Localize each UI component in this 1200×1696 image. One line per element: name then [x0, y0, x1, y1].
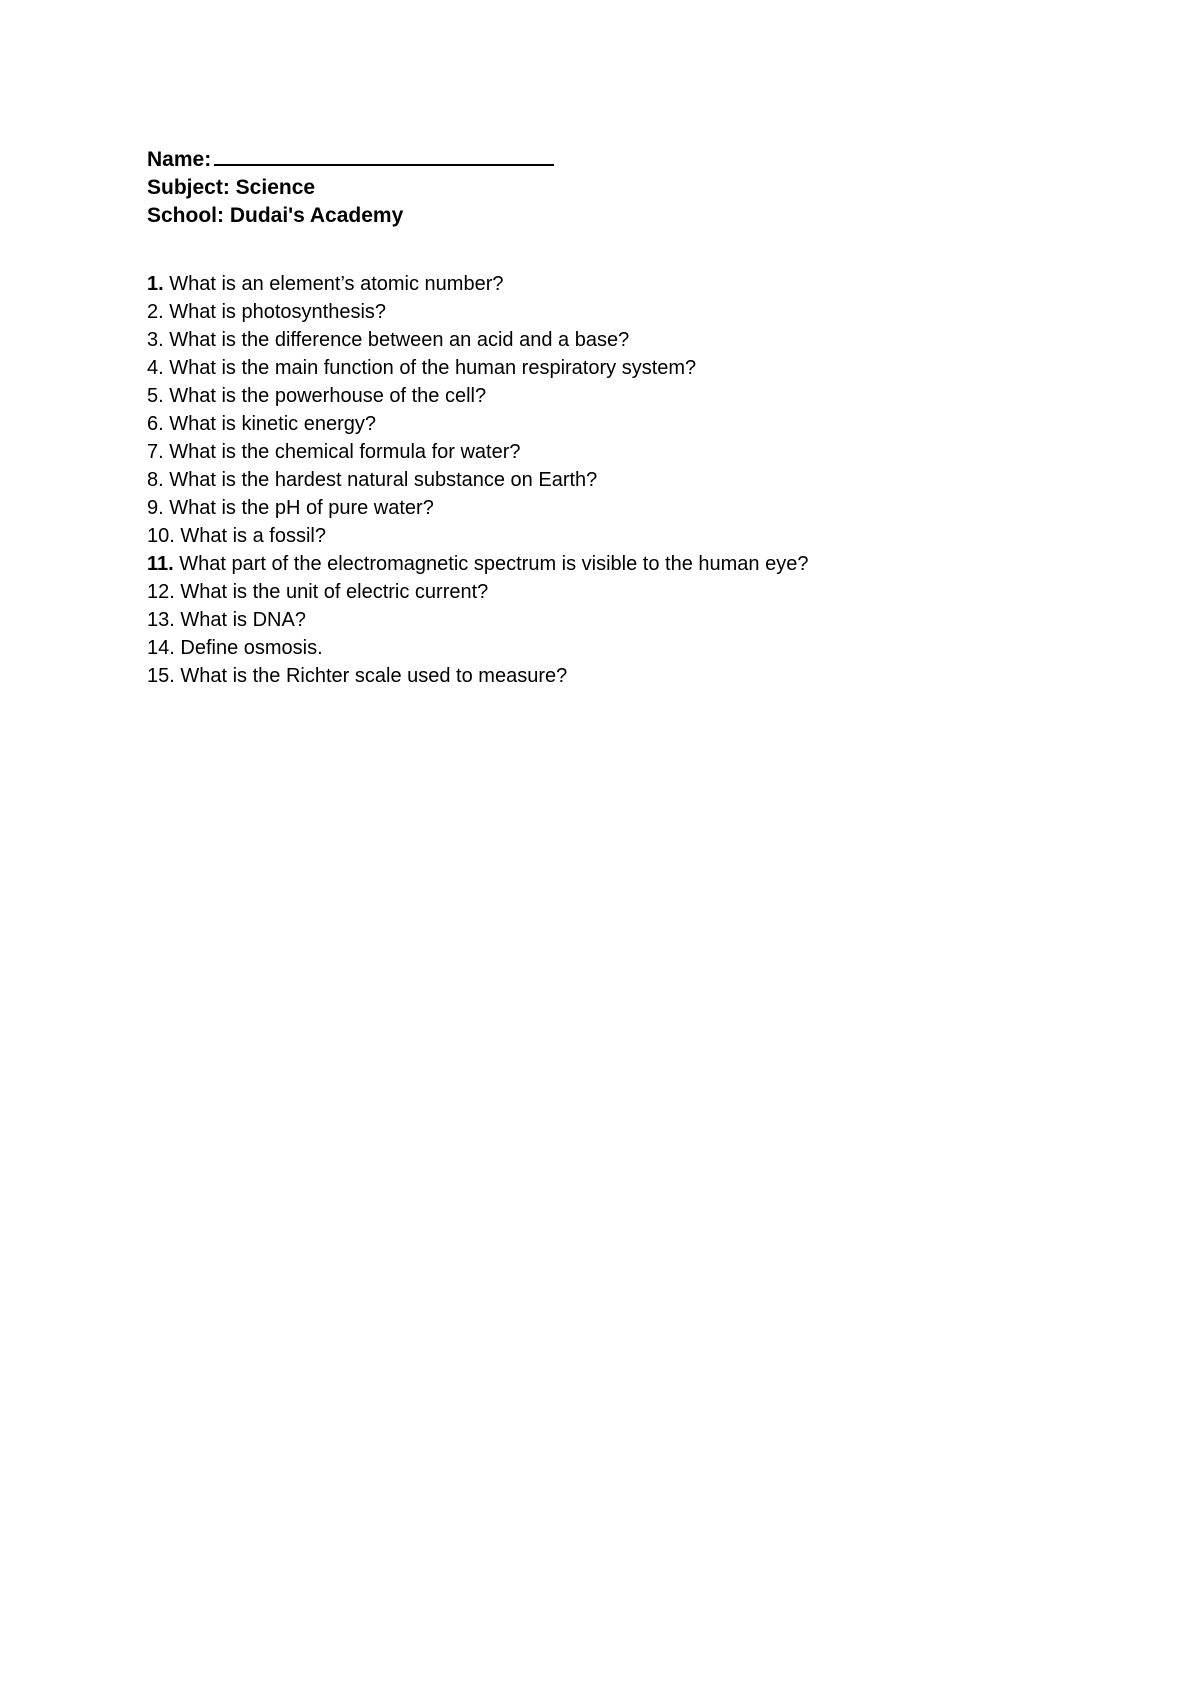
- question-item: [147, 662, 1107, 690]
- question-text: What is a fossil?: [180, 525, 326, 547]
- question-number: 6.: [147, 413, 164, 435]
- question-text: What part of the electromagnetic spectrum is visible to the human eye?: [179, 553, 809, 575]
- question-text: What is the hardest natural substance on Earth?: [169, 469, 598, 491]
- question-text: What is the chemical formula for water?: [169, 441, 521, 463]
- question-item: [147, 550, 1107, 578]
- name-label: Name:: [147, 148, 212, 171]
- question-list: [147, 270, 1107, 690]
- question-number: 7.: [147, 441, 164, 463]
- question-text: What is DNA?: [180, 609, 306, 631]
- question-item: [147, 578, 1107, 606]
- question-number: 3.: [147, 329, 164, 351]
- question-item: [147, 410, 1107, 438]
- question-item: [147, 382, 1107, 410]
- question-text: Define osmosis.: [180, 637, 323, 659]
- question-number: 14.: [147, 637, 175, 659]
- question-number: 15.: [147, 665, 175, 687]
- question-item: [147, 494, 1107, 522]
- question-text: What is the difference between an acid and a base?: [169, 329, 630, 351]
- question-number: 12.: [147, 581, 175, 603]
- question-text: What is the unit of electric current?: [180, 581, 489, 603]
- subject-line: Subject: Science: [147, 176, 316, 199]
- question-item: [147, 326, 1107, 354]
- question-number: 13.: [147, 609, 175, 631]
- question-item: [147, 270, 1107, 298]
- worksheet-content: [147, 146, 1107, 690]
- question-text: What is kinetic energy?: [169, 413, 377, 435]
- question-number: 4.: [147, 357, 164, 379]
- school-line: School: Dudai's Academy: [147, 204, 404, 227]
- question-text: What is photosynthesis?: [169, 301, 387, 323]
- question-number: 1.: [147, 273, 164, 295]
- question-number: 10.: [147, 525, 175, 547]
- question-text: What is the powerhouse of the cell?: [169, 385, 487, 407]
- question-text: What is the main function of the human respiratory system?: [169, 357, 697, 379]
- name-line: [147, 146, 1107, 174]
- question-text: What is an element’s atomic number?: [169, 273, 504, 295]
- question-number: 9.: [147, 497, 164, 519]
- question-number: 5.: [147, 385, 164, 407]
- question-text: What is the pH of pure water?: [169, 497, 434, 519]
- question-item: [147, 522, 1107, 550]
- question-item: [147, 354, 1107, 382]
- question-item: [147, 634, 1107, 662]
- question-item: [147, 438, 1107, 466]
- question-item: [147, 298, 1107, 326]
- question-number: 2.: [147, 301, 164, 323]
- question-number: 8.: [147, 469, 164, 491]
- name-blank: [214, 146, 554, 166]
- question-item: [147, 466, 1107, 494]
- question-item: [147, 606, 1107, 634]
- question-number: 11.: [147, 553, 174, 575]
- question-text: What is the Richter scale used to measure?: [180, 665, 568, 687]
